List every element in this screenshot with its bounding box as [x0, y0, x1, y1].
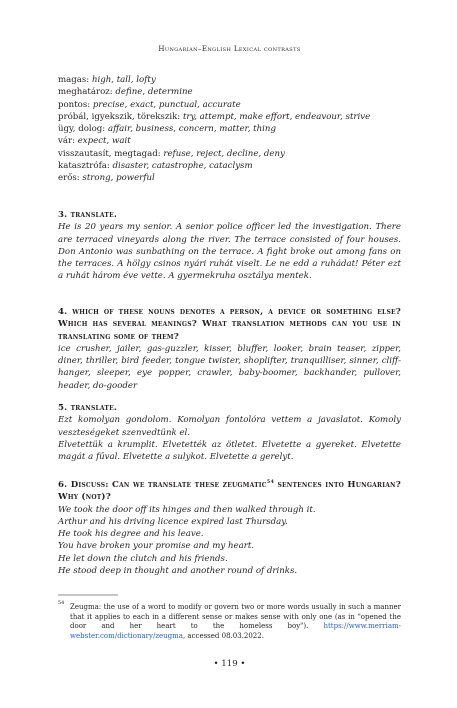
hungarian-term: katasztrófa: — [58, 161, 110, 172]
footnote: 54 Zeugma: the use of a word to modify or govern two or more words usually in such a manner that it applies to each in a different sense or makes sense with only one (as in "opened the door and her heart to the homeless boy"). https://www.merriam-webster.com/dictionary/zeugma, accessed 08.03.2022. — [58, 600, 401, 640]
hungarian-term: pontos: — [58, 99, 91, 110]
example-sentence: He took his degree and his leave. — [58, 529, 204, 540]
hungarian-term: magas: — [58, 75, 90, 85]
english-equivalents: affair, business, concern, matter, thing — [107, 124, 276, 135]
hungarian-term: meghatároz: — [58, 87, 113, 98]
running-head: Hungarian–English Lexical contrasts — [158, 45, 301, 53]
english-equivalents: expect, wait — [77, 136, 131, 147]
exercise-6 — [58, 479, 401, 577]
english-equivalents: disaster, catastrophe, cataclysm — [112, 161, 253, 172]
exercise-paragraph: Elvetettük a krumplit. Elvetették az ötletet. Elvetette a gyereket. Elvetette magát a fűval. Elvetette a sulykot. Elvetette a gerelyt. — [58, 439, 401, 463]
list-item — [58, 86, 401, 98]
list-item — [58, 123, 401, 135]
heading-text: 6. Discuss: Can we translate these zeugmatic — [58, 480, 267, 490]
exercise-heading — [58, 479, 401, 504]
list-item — [58, 111, 401, 123]
exercise-3 — [58, 209, 401, 283]
exercise-4 — [58, 306, 401, 392]
footnote-text: Zeugma: the use of a word to modify or govern two or more words usually in such a manner that it applies to each in a different sense or makes sense with only one (as in "opened the door and her heart to the homeless boy"). — [70, 603, 401, 631]
list-item — [58, 160, 401, 172]
exercise-heading: 3. translate. — [58, 210, 118, 220]
example-sentence: Arthur and his driving licence expired last Thursday. — [58, 516, 288, 527]
example-sentence: We took the door off its hinges and then walked through it. — [58, 504, 316, 515]
hungarian-term: próbál, igyekszik, törekszik: — [58, 111, 181, 122]
example-sentence: He let down the clutch and his friends. — [58, 553, 228, 564]
exercise-heading: 4. which of these nouns denotes a person, a device or something else? Which has several meanings? What translation methods can you use in translating some of them? — [58, 307, 401, 342]
hungarian-term: erős: — [58, 173, 80, 184]
list-item — [58, 135, 401, 147]
page-number: • 119 • — [213, 659, 246, 669]
hungarian-term: ügy, dolog: — [58, 124, 106, 135]
hungarian-term: visszautasít, megtagad: — [58, 148, 161, 159]
english-equivalents: high, tall, lofty — [91, 75, 156, 85]
exercise-paragraph: Ezt komolyan gondolom. Komolyan fontolóra vettem a javaslatot. Komoly veszteségeket szenvedtünk el. — [58, 415, 401, 438]
example-sentence: You have broken your promise and my heart. — [58, 541, 255, 552]
exercise-heading: 5. translate. — [58, 403, 118, 413]
example-sentence: He stood deep in thought and another round of drinks. — [58, 566, 298, 577]
english-equivalents: strong, powerful — [82, 173, 155, 184]
exercise-5 — [58, 402, 401, 463]
exercise-text: He is 20 years my senior. A senior police officer led the investigation. There are terraced vineyards along the river. The terrace consisted of four houses. Don Antonio was sunbathing on the terrace. A fight broke out among fans on the terraces. A hölgy csinos nyári ruhát viselt. Le ne edd a ruhádat! Péter ezt a ruhát három éve vette. A gyermekruha osztálya mentek. — [58, 222, 401, 282]
heading-text: sentences into Hungarian? Why (not)? — [58, 480, 401, 503]
english-equivalents: precise, exact, punctual, accurate — [92, 99, 241, 110]
footnote-reference[interactable]: 54 — [266, 479, 275, 486]
list-item — [58, 99, 401, 111]
footnote-link[interactable]: https://www.merriam-webster.com/dictionary/zeugma — [70, 622, 401, 640]
footnote-divider — [58, 594, 401, 596]
footnote-body — [70, 603, 401, 641]
exercise-text: ice crusher, jailer, gas-guzzler, kisser, bluffer, looker, brain teaser, zipper, diner, thriller, bird feeder, tongue twister, shoplifter, tranquilliser, sinner, cliff-hanger, sleeper, eye popper, crawler, baby-boomer, backhander, pullover, header, do-gooder — [58, 343, 401, 391]
vocabulary-list — [58, 74, 401, 185]
english-equivalents: try, attempt, make effort, endeavour, strive — [182, 111, 371, 122]
english-equivalents: define, determine — [115, 87, 193, 98]
footnote-accessed: , accessed 08.03.2022. — [182, 631, 264, 640]
list-item — [58, 74, 401, 86]
list-item — [58, 172, 401, 184]
list-item — [58, 148, 401, 160]
english-equivalents: refuse, reject, decline, deny — [163, 148, 285, 159]
hungarian-term: vár: — [58, 136, 75, 147]
